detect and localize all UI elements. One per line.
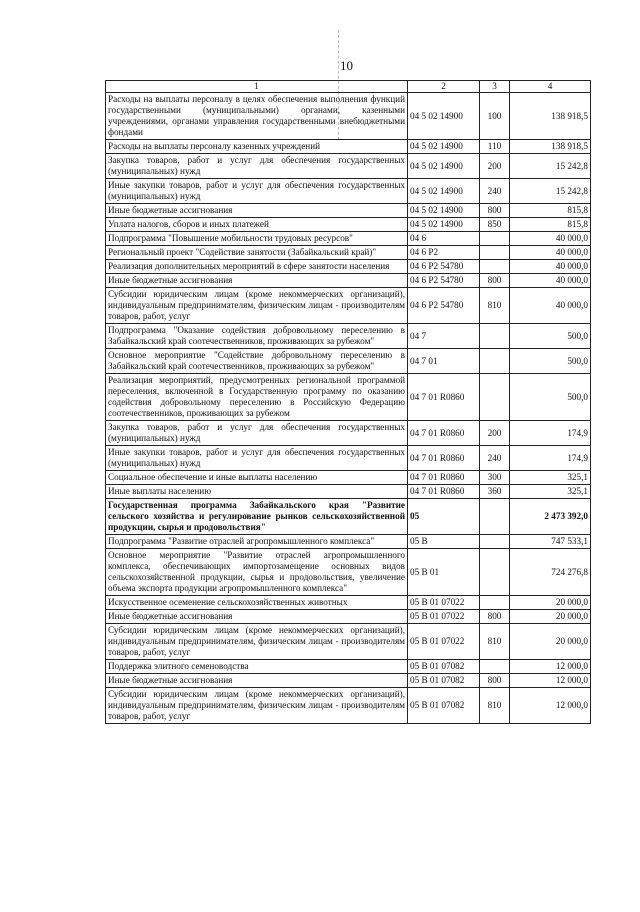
row-amount: 724 276,8 <box>510 549 591 596</box>
row-amount: 500,0 <box>510 374 591 421</box>
table-row <box>106 204 591 218</box>
row-name: Подпрограмма "Оказание содействия добровольному переселению в Забайкальский край соотечественников, проживающих за рубежом" <box>106 324 408 349</box>
header-col-2: 2 <box>408 81 480 93</box>
row-amount: 500,0 <box>510 349 591 374</box>
table-row <box>106 660 591 674</box>
row-amount: 40 000,0 <box>510 260 591 274</box>
row-amount: 815,8 <box>510 204 591 218</box>
row-amount: 20 000,0 <box>510 596 591 610</box>
row-amount: 12 000,0 <box>510 688 591 724</box>
table-row <box>106 140 591 154</box>
row-amount: 138 918,5 <box>510 93 591 140</box>
row-code: 04 7 01 R0860 <box>408 471 480 485</box>
row-amount: 20 000,0 <box>510 624 591 660</box>
table-row <box>106 154 591 179</box>
table-row <box>106 688 591 724</box>
table-row <box>106 218 591 232</box>
table-row <box>106 485 591 499</box>
row-amount: 174,9 <box>510 446 591 471</box>
row-code: 05 В <box>408 535 480 549</box>
row-code: 04 5 02 14900 <box>408 218 480 232</box>
table-row <box>106 674 591 688</box>
row-name: Закупка товаров, работ и услуг для обеспечения государственных (муниципальных) нужд <box>106 421 408 446</box>
row-code: 04 5 02 14900 <box>408 140 480 154</box>
row-amount: 12 000,0 <box>510 674 591 688</box>
row-amount: 40 000,0 <box>510 232 591 246</box>
row-name: Основное мероприятие "Содействие добровольному переселению в Забайкальский край соотечественников, проживающих за рубежом" <box>106 349 408 374</box>
table-row <box>106 246 591 260</box>
row-expense-type: 800 <box>480 674 510 688</box>
table-row <box>106 596 591 610</box>
row-code: 04 7 01 R0860 <box>408 485 480 499</box>
budget-table <box>105 80 591 724</box>
row-code: 05 В 01 07022 <box>408 596 480 610</box>
row-amount: 138 918,5 <box>510 140 591 154</box>
row-amount: 12 000,0 <box>510 660 591 674</box>
row-name: Закупка товаров, работ и услуг для обеспечения государственных (муниципальных) нужд <box>106 154 408 179</box>
header-col-4: 4 <box>510 81 591 93</box>
row-expense-type <box>480 549 510 596</box>
row-code: 05 В 01 07082 <box>408 674 480 688</box>
row-expense-type <box>480 660 510 674</box>
row-name: Региональный проект "Содействие занятости (Забайкальский край)" <box>106 246 408 260</box>
row-expense-type: 810 <box>480 288 510 324</box>
row-expense-type: 810 <box>480 688 510 724</box>
row-name: Уплата налогов, сборов и иных платежей <box>106 218 408 232</box>
row-name: Иные бюджетные ассигнования <box>106 610 408 624</box>
table-row <box>106 446 591 471</box>
row-code: 05 В 01 <box>408 549 480 596</box>
row-expense-type: 100 <box>480 93 510 140</box>
row-code: 04 6 P2 <box>408 246 480 260</box>
row-amount: 40 000,0 <box>510 246 591 260</box>
row-amount: 174,9 <box>510 421 591 446</box>
row-code: 04 5 02 14900 <box>408 179 480 204</box>
row-amount: 20 000,0 <box>510 610 591 624</box>
row-name: Реализация дополнительных мероприятий в сфере занятости населения <box>106 260 408 274</box>
row-amount: 747 533,1 <box>510 535 591 549</box>
row-code: 04 6 P2 54780 <box>408 288 480 324</box>
row-code: 04 7 01 R0860 <box>408 374 480 421</box>
table-row <box>106 499 591 535</box>
row-code: 05 В 01 07082 <box>408 688 480 724</box>
row-name: Социальное обеспечение и иные выплаты населению <box>106 471 408 485</box>
row-code: 04 6 <box>408 232 480 246</box>
row-name: Иные бюджетные ассигнования <box>106 204 408 218</box>
row-expense-type: 240 <box>480 179 510 204</box>
row-code: 04 7 01 <box>408 349 480 374</box>
row-expense-type <box>480 499 510 535</box>
row-expense-type: 800 <box>480 274 510 288</box>
row-name: Основное мероприятие "Развитие отраслей агропромышленного комплекса, обеспечивающих импортозамещение основных видов сельскохозяйственной продукции, сырья и продовольствия, увеличение объема экспорта продукции агропромышленного комплекса" <box>106 549 408 596</box>
row-name: Иные бюджетные ассигнования <box>106 674 408 688</box>
row-code: 04 7 <box>408 324 480 349</box>
row-expense-type: 240 <box>480 446 510 471</box>
row-amount: 325,1 <box>510 471 591 485</box>
table-row <box>106 179 591 204</box>
row-code: 04 7 01 R0860 <box>408 421 480 446</box>
row-expense-type: 300 <box>480 471 510 485</box>
row-name: Реализация мероприятий, предусмотренных региональной программой переселения, включенной в Государственную программу по оказанию содействия добровольному переселению в Российскую Федерацию соотечественников, проживающих за рубежом <box>106 374 408 421</box>
row-expense-type: 850 <box>480 218 510 232</box>
row-name: Поддержка элитного семеноводства <box>106 660 408 674</box>
row-expense-type: 200 <box>480 154 510 179</box>
row-code: 04 6 P2 54780 <box>408 274 480 288</box>
row-amount: 500,0 <box>510 324 591 349</box>
row-name: Иные закупки товаров, работ и услуг для обеспечения государственных (муниципальных) нужд <box>106 446 408 471</box>
row-expense-type <box>480 232 510 246</box>
table-row <box>106 610 591 624</box>
table-row <box>106 471 591 485</box>
row-expense-type: 110 <box>480 140 510 154</box>
row-amount: 40 000,0 <box>510 274 591 288</box>
table-row <box>106 535 591 549</box>
row-expense-type: 360 <box>480 485 510 499</box>
table-row <box>106 274 591 288</box>
row-code: 04 5 02 14900 <box>408 154 480 179</box>
table-row <box>106 324 591 349</box>
row-code: 05 <box>408 499 480 535</box>
table-row <box>106 288 591 324</box>
row-expense-type <box>480 324 510 349</box>
row-code: 04 6 P2 54780 <box>408 260 480 274</box>
row-expense-type <box>480 535 510 549</box>
row-expense-type: 200 <box>480 421 510 446</box>
table-row <box>106 93 591 140</box>
row-name: Субсидии юридическим лицам (кроме некоммерческих организаций), индивидуальным предпринимателям, физическим лицам - производителям товаров, работ, услуг <box>106 624 408 660</box>
row-amount: 325,1 <box>510 485 591 499</box>
row-code: 05 В 01 07082 <box>408 660 480 674</box>
page-number: 10 <box>340 58 353 73</box>
row-code: 04 5 02 14900 <box>408 93 480 140</box>
row-amount: 40 000,0 <box>510 288 591 324</box>
row-amount: 815,8 <box>510 218 591 232</box>
row-expense-type: 800 <box>480 610 510 624</box>
table-row <box>106 374 591 421</box>
row-expense-type <box>480 374 510 421</box>
row-name: Расходы на выплаты персоналу в целях обеспечения выполнения функций государственными (муниципальными) органами, казенными учреждениями, органами управления государственными внебюджетными фондами <box>106 93 408 140</box>
row-name: Подпрограмма "Повышение мобильности трудовых ресурсов" <box>106 232 408 246</box>
row-expense-type: 810 <box>480 624 510 660</box>
table-row <box>106 260 591 274</box>
row-code: 05 В 01 07022 <box>408 610 480 624</box>
row-code: 05 В 01 07022 <box>408 624 480 660</box>
table-row <box>106 624 591 660</box>
header-col-1: 1 <box>106 81 408 93</box>
row-name: Субсидии юридическим лицам (кроме некоммерческих организаций), индивидуальным предпринимателям, физическим лицам - производителям товаров, работ, услуг <box>106 288 408 324</box>
row-name: Подпрограмма "Развитие отраслей агропромышленного комплекса" <box>106 535 408 549</box>
row-name: Государственная программа Забайкальского края "Развитие сельского хозяйства и регулирование рынков сельскохозяйственной продукции, сырья и продовольствия" <box>106 499 408 535</box>
table-row <box>106 232 591 246</box>
row-name: Иные выплаты населению <box>106 485 408 499</box>
table-header-row <box>106 81 591 93</box>
header-col-3: 3 <box>480 81 510 93</box>
row-amount: 15 242,8 <box>510 154 591 179</box>
row-expense-type <box>480 260 510 274</box>
row-code: 04 7 01 R0860 <box>408 446 480 471</box>
row-expense-type <box>480 596 510 610</box>
row-expense-type <box>480 349 510 374</box>
row-amount: 15 242,8 <box>510 179 591 204</box>
row-code: 04 5 02 14900 <box>408 204 480 218</box>
row-name: Иные закупки товаров, работ и услуг для обеспечения государственных (муниципальных) нужд <box>106 179 408 204</box>
row-name: Иные бюджетные ассигнования <box>106 274 408 288</box>
row-name: Искусственное осеменение сельскохозяйственных животных <box>106 596 408 610</box>
table-row <box>106 349 591 374</box>
row-expense-type <box>480 246 510 260</box>
row-expense-type: 800 <box>480 204 510 218</box>
table-row <box>106 421 591 446</box>
row-name: Расходы на выплаты персоналу казенных учреждений <box>106 140 408 154</box>
table-row <box>106 549 591 596</box>
row-name: Субсидии юридическим лицам (кроме некоммерческих организаций), индивидуальным предпринимателям, физическим лицам - производителям товаров, работ, услуг <box>106 688 408 724</box>
row-amount: 2 473 392,0 <box>510 499 591 535</box>
